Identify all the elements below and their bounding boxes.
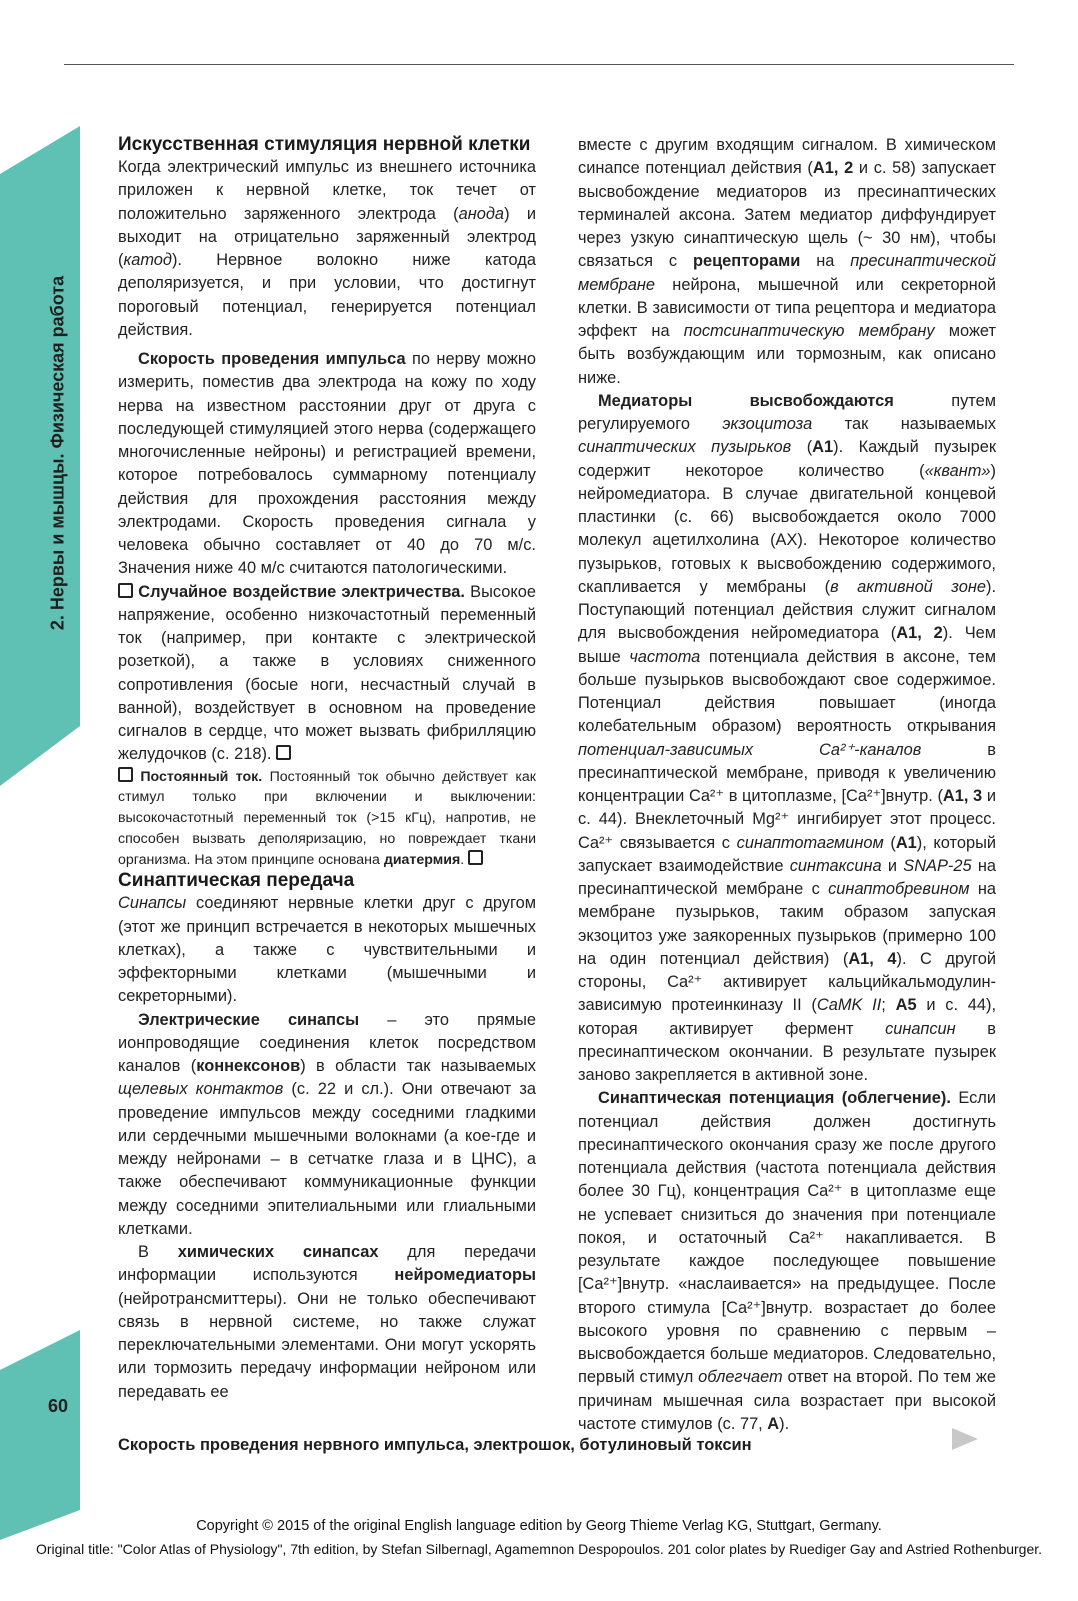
paragraph-mediator-release: Медиаторы высвобождаются путем регулируемого экзоцитоза так называемых синаптических пузырьков (А1). Каждый пузырек содержит некоторое количество («квант») нейромедиатора. В случае двигательной концевой пластинки (с. 66) высвобождается около 7000 молекул ацетилхолина (АХ). Некоторое количество пузырьков, готовых к высвобождению содержимого, скапливается у мембраны (в активной зоне). Поступающий потенциал действия служит сигналом для высвобождения нейромедиатора (А1, 2). Чем выше частота потенциала действия в аксоне, тем больше пузырьков высвобождают свое содержимое. Потенциал действия повышает (иногда колебательным образом) вероятность открывания потенциал-зависимых Ca²⁺-каналов в пресинаптической мембране, приводя к увеличению концентрации Ca²⁺ в цитоплазме, [Ca²⁺]внутр. (А1, 3 и с. 44). Внеклеточный Mg²⁺ ингибирует этот процесс. Ca²⁺ связывается с синаптотагмином (А1), который запускает взаимодействие синтаксина и SNAP-25 на пресинаптической мембране с синаптобревином на мембране пузырьков, таким образом запуская экзоцитоз уже заякоренных пузырьков (примерно 100 на один потенциал действия) (А1, 4). С другой стороны, Ca²⁺ активирует кальцийкальмодулин-зависимую протеинкиназу II (CaMK II; А5 и с. 44), которая активирует фермент синапсин в пресинаптическом окончании. В результате пузырек заново закрепляется в активной зоне. xyxy=(578,391,997,1084)
right-column xyxy=(578,134,996,1436)
next-page-arrow-icon[interactable] xyxy=(952,1428,978,1450)
box-marker-icon xyxy=(468,850,483,865)
paragraph-conduction-velocity: Скорость проведения импульса по нерву можно измерить, поместив два электрода на кожу по ходу нерва на известном расстоянии друг от друга с последующей стимуляцией этого нерва (содержащего многочисленные нейроны) и регистрацией времени, которое потребовалось суммарному потенциалу действия для прохождения расстояния между электродами. Скорость проведения сигнала у человека обычно составляет от 40 до 70 м/с. Значения ниже 40 м/с считаются патологическими. xyxy=(118,350,537,578)
paragraph-stimulation: Когда электрический импульс из внешнего источника приложен к нервной клетке, ток течет от положительно заряженного электрода (анода) и выходит на отрицательно заряженный электрод (катод). Нервное волокно ниже катода деполяризуется, и при условии, что достигнут пороговый потенциал, генерируется потенциал действия. xyxy=(118,158,537,339)
paragraph-chemical-synapses: В химических синапсах для передачи информации используются нейромедиаторы (нейротрансмиттеры). Они не только обеспечивают связь в нервной системе, но также служат переключательными элементами. Они могут ускорять или тормозить передачу информации нейроном или передавать ее xyxy=(118,1243,536,1401)
figure-caption: Скорость проведения нервного импульса, электрошок, ботулиновый токсин xyxy=(118,1436,752,1454)
page-number: 60 xyxy=(48,1396,69,1416)
copyright-line-2: Original title: "Color Atlas of Physiology", 7th edition, by Stefan Silbernagl, Agamemnon Despopoulos. 201 color plates by Ruediger Gay and Astried Rothenburger. xyxy=(35,1541,1043,1557)
left-column xyxy=(118,134,536,1404)
paragraph-synapses: Синапсы соединяют нервные клетки друг с другом (этот же принцип встречается в некоторых мышечных клетках), а также с чувствительными и эффекторными клетками (мышечными и секреторными). xyxy=(118,894,536,1006)
section-title-synaptic: Синаптическая передача xyxy=(118,870,355,892)
section-title-stimulation: Искусственная стимуляция нервной клетки xyxy=(118,134,531,155)
page-number-tab xyxy=(0,1330,80,1540)
paragraph-electric-accident: Случайное воздействие электричества. Высокое напряжение, особенно низкочастотный переменный ток (например, при контакте с электрической розеткой), а также в условиях сниженного сопротивления (босые ноги, несчастный случай в ванной), воздействует в основном на проведение сигналов в сердце, что может вызвать фибрилляцию желудочков (с. 218). xyxy=(118,582,536,764)
note-direct-current: Постоянный ток. Постоянный ток обычно действует как стимул только при включении и выключении: высокочастотный переменный ток (>15 кГц), напротив, не способен вызвать деполяризацию, но повреждает ткани организма. На этом принципе основана диатермия. xyxy=(118,768,536,868)
box-marker-icon xyxy=(118,583,133,598)
paragraph-potentiation: Синаптическая потенциация (облегчение). Если потенциал действия должен достигнуть пресинаптического окончания сразу же после другого потенциала действия (частота потенциала действия более 30 Гц), концентрация Ca²⁺ в цитоплазме еще не успевает снизиться до значения при потенциале покоя, и остаточный Ca²⁺ накапливается. В результате каждое последующее повышение [Ca²⁺]внутр. «наслаивается» на предыдущее. После второго стимула [Ca²⁺]внутр. возрастает до более высокого уровня по сравнению с первым – высвобождается больше медиаторов. Следовательно, первый стимул облегчает ответ на второй. По тем же причинам мышечная сила возрастает при высокой частоте стимулов (с. 77, А). xyxy=(578,1089,997,1433)
box-marker-icon xyxy=(276,745,291,760)
copyright-line-1: Copyright © 2015 of the original English language edition by Georg Thieme Verlag KG, Stuttgart, Germany. xyxy=(196,1518,882,1534)
paragraph-electrical-synapses: Электрические синапсы – это прямые ионпроводящие соединения клеток посредством каналов (коннексонов) в области так называемых щелевых контактов (с. 22 и сл.). Они отвечают за проведение импульсов между соседними гладкими или сердечными мышечными волокнами (а кое-где и между нейронами – в сетчатке глаза и в ЦНС), а также обеспечивают коммуникационные функции между соседними эпителиальными или глиальными клетками. xyxy=(118,1010,536,1238)
chapter-label: 2. Нервы и мышцы. Физическая работа xyxy=(47,275,68,631)
box-marker-icon xyxy=(118,767,133,782)
top-rule xyxy=(64,64,1014,65)
paragraph-chemical-continued: вместе с другим входящим сигналом. В химическом синапсе потенциал действия (А1, 2 и с. 58) запускает высвобождение медиаторов из пресинаптических терминалей аксона. Затем медиатор диффундирует через узкую синаптическую щель (~ 30 нм), чтобы связаться с рецепторами на пресинаптической мембране нейрона, мышечной или секреторной клетки. В зависимости от типа рецептора и медиатора эффект на постсинаптическую мембрану может быть возбуждающим или тормозным, как описано ниже. xyxy=(578,136,997,387)
